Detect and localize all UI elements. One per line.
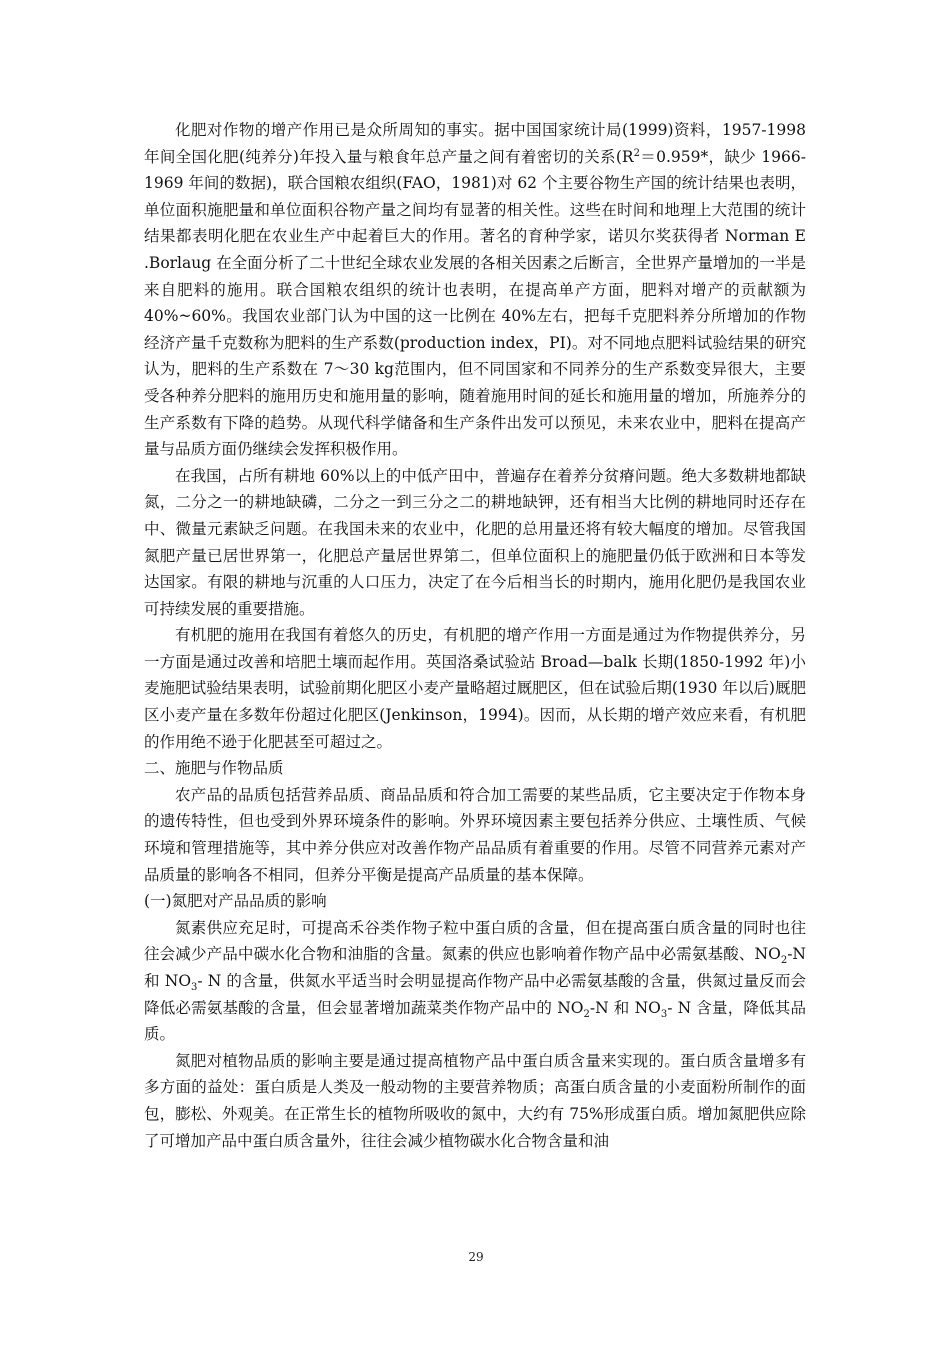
paragraph-fertilizer-yield (144, 117, 806, 463)
subscript: 3 (191, 982, 198, 994)
paragraph-text: ＝0.959*，缺少 1966-1969 年间的数据)，联合国粮农组织(FAO，1981)对 62 个主要谷物生产国的统计结果也表明，单位面积施肥量和单位面积谷物产量之间均有显著的相关性。这些在时间和地理上大范围的统计结果都表明化肥在农业生产中起着巨大的作用。著名的育种学家，诺贝尔奖获得者 Norman E .Borlaug 在全面分析了二十世纪全球农业发展的各相关因素之后断言，全世界产量增加的一半是来自肥料的施用。联合国粮农组织的统计也表明，在提高单产方面，肥料对增产的贡献额为 40%~60%。我国农业部门认为中国的这一比例在 40%左右，把每千克肥料养分所增加的作物经济产量千克数称为肥料的生产系数(production index，PI)。对不同地点肥料试验结果的研究认为，肥料的生产系数在 7～30 kg范围内，但不同国家和不同养分的生产系数变异很大，主要受各种养分肥料的施用历史和施用量的影响，随着施用时间的延长和施用量的增加，所施养分的生产系数有下降的趋势。从现代科学储备和生产条件出发可以预见，未来农业中，肥料在提高产量与品质方面仍继续会发挥积极作用。 (144, 147, 806, 459)
paragraph-nitrogen-protein: 氮肥对植物品质的影响主要是通过提高植物产品中蛋白质含量来实现的。蛋白质含量增多有多方面的益处：蛋白质是人类及一般动物的主要营养物质；高蛋白质含量的小麦面粉所制作的面包，膨松、外观美。在正常生长的植物所吸收的氮中，大约有 75%形成蛋白质。增加氮肥供应除了可增加产品中蛋白质含量外，往往会减少植物碳水化合物含量和油 (144, 1051, 806, 1150)
superscript: 2 (633, 147, 640, 159)
paragraph-text: - N 的含量，供氮水平适当时会明显提高作物产品中必需氨基酸的含量，供氮过量反而会降低必需氨基酸的含量，但会显著增加蔬菜类作物产品中的 NO (144, 972, 806, 1017)
paragraph-text: -N 和 NO (589, 998, 661, 1017)
subscript: 3 (660, 1008, 668, 1020)
paragraph-text: 氮素供应充足时，可提高禾谷类作物子粒中蛋白质的含量，但在提高蛋白质含量的同时也往往会减少产品中碳水化合物和油脂的含量。氮素的供应也影响着作物产品中必需氨基酸、NO (144, 918, 806, 964)
paragraph-text: - N 含量，降低其品质。 (144, 998, 806, 1044)
paragraph-china-soil: 在我国，占所有耕地 60%以上的中低产田中，普遍存在着养分贫瘠问题。绝大多数耕地都缺氮，二分之一的耕地缺磷，二分之一到三分之二的耕地缺钾，还有相当大比例的耕地同时还存在中、微量元素缺乏问题。在我国未来的农业中，化肥的总用量还将有较大幅度的增加。尽管我国氮肥产量已居世界第一，化肥总产量居世界第二，但单位面积上的施肥量仍低于欧洲和日本等发达国家。有限的耕地与沉重的人口压力，决定了在今后相当长的时期内，施用化肥仍是我国农业可持续发展的重要措施。 (144, 466, 806, 618)
section-heading: 二、施肥与作物品质 (144, 759, 284, 778)
paragraph-product-quality: 农产品的品质包括营养品质、商品品质和符合加工需要的某些品质，它主要决定于作物本身的遗传特性，但也受到外界环境条件的影响。外界环境因素主要包括养分供应、土壤性质、气候环境和管理措施等，其中养分供应对改善作物产品品质有着重要的作用。尽管不同营养元素对产品质量的影响各不相同，但养分平衡是提高产品质量的基本保障。 (144, 785, 806, 884)
paragraph-text: -N 和 NO (144, 945, 806, 990)
subsection-heading: (一)氮肥对产品品质的影响 (144, 892, 327, 911)
document-body (144, 117, 806, 1154)
paragraph-text: 化肥对作物的增产作用已是众所周知的事实。据中国国家统计局(1999)资料，1957-1998 年间全国化肥(纯养分)年投入量与粮食年总产量之间有着密切的关系(R (144, 121, 806, 166)
paragraph-organic-fertilizer: 有机肥的施用在我国有着悠久的历史，有机肥的增产作用一方面是通过为作物提供养分，另一方面是通过改善和培肥土壤而起作用。英国洛桑试验站 Broad—balk 长期(1850-1992 年)小麦施肥试验结果表明，试验前期化肥区小麦产量略超过厩肥区，但在试验后期(1930 年以后)厩肥区小麦产量在多数年份超过化肥区(Jenkinson，1994)。因而，从长期的增产效应来看，有机肥的作用绝不逊于化肥甚至可超过之。 (144, 626, 806, 751)
paragraph-nitrogen-supply (144, 915, 806, 1048)
subscript: 2 (780, 955, 788, 967)
subscript: 2 (583, 1008, 590, 1020)
page-number: 29 (468, 1250, 484, 1264)
